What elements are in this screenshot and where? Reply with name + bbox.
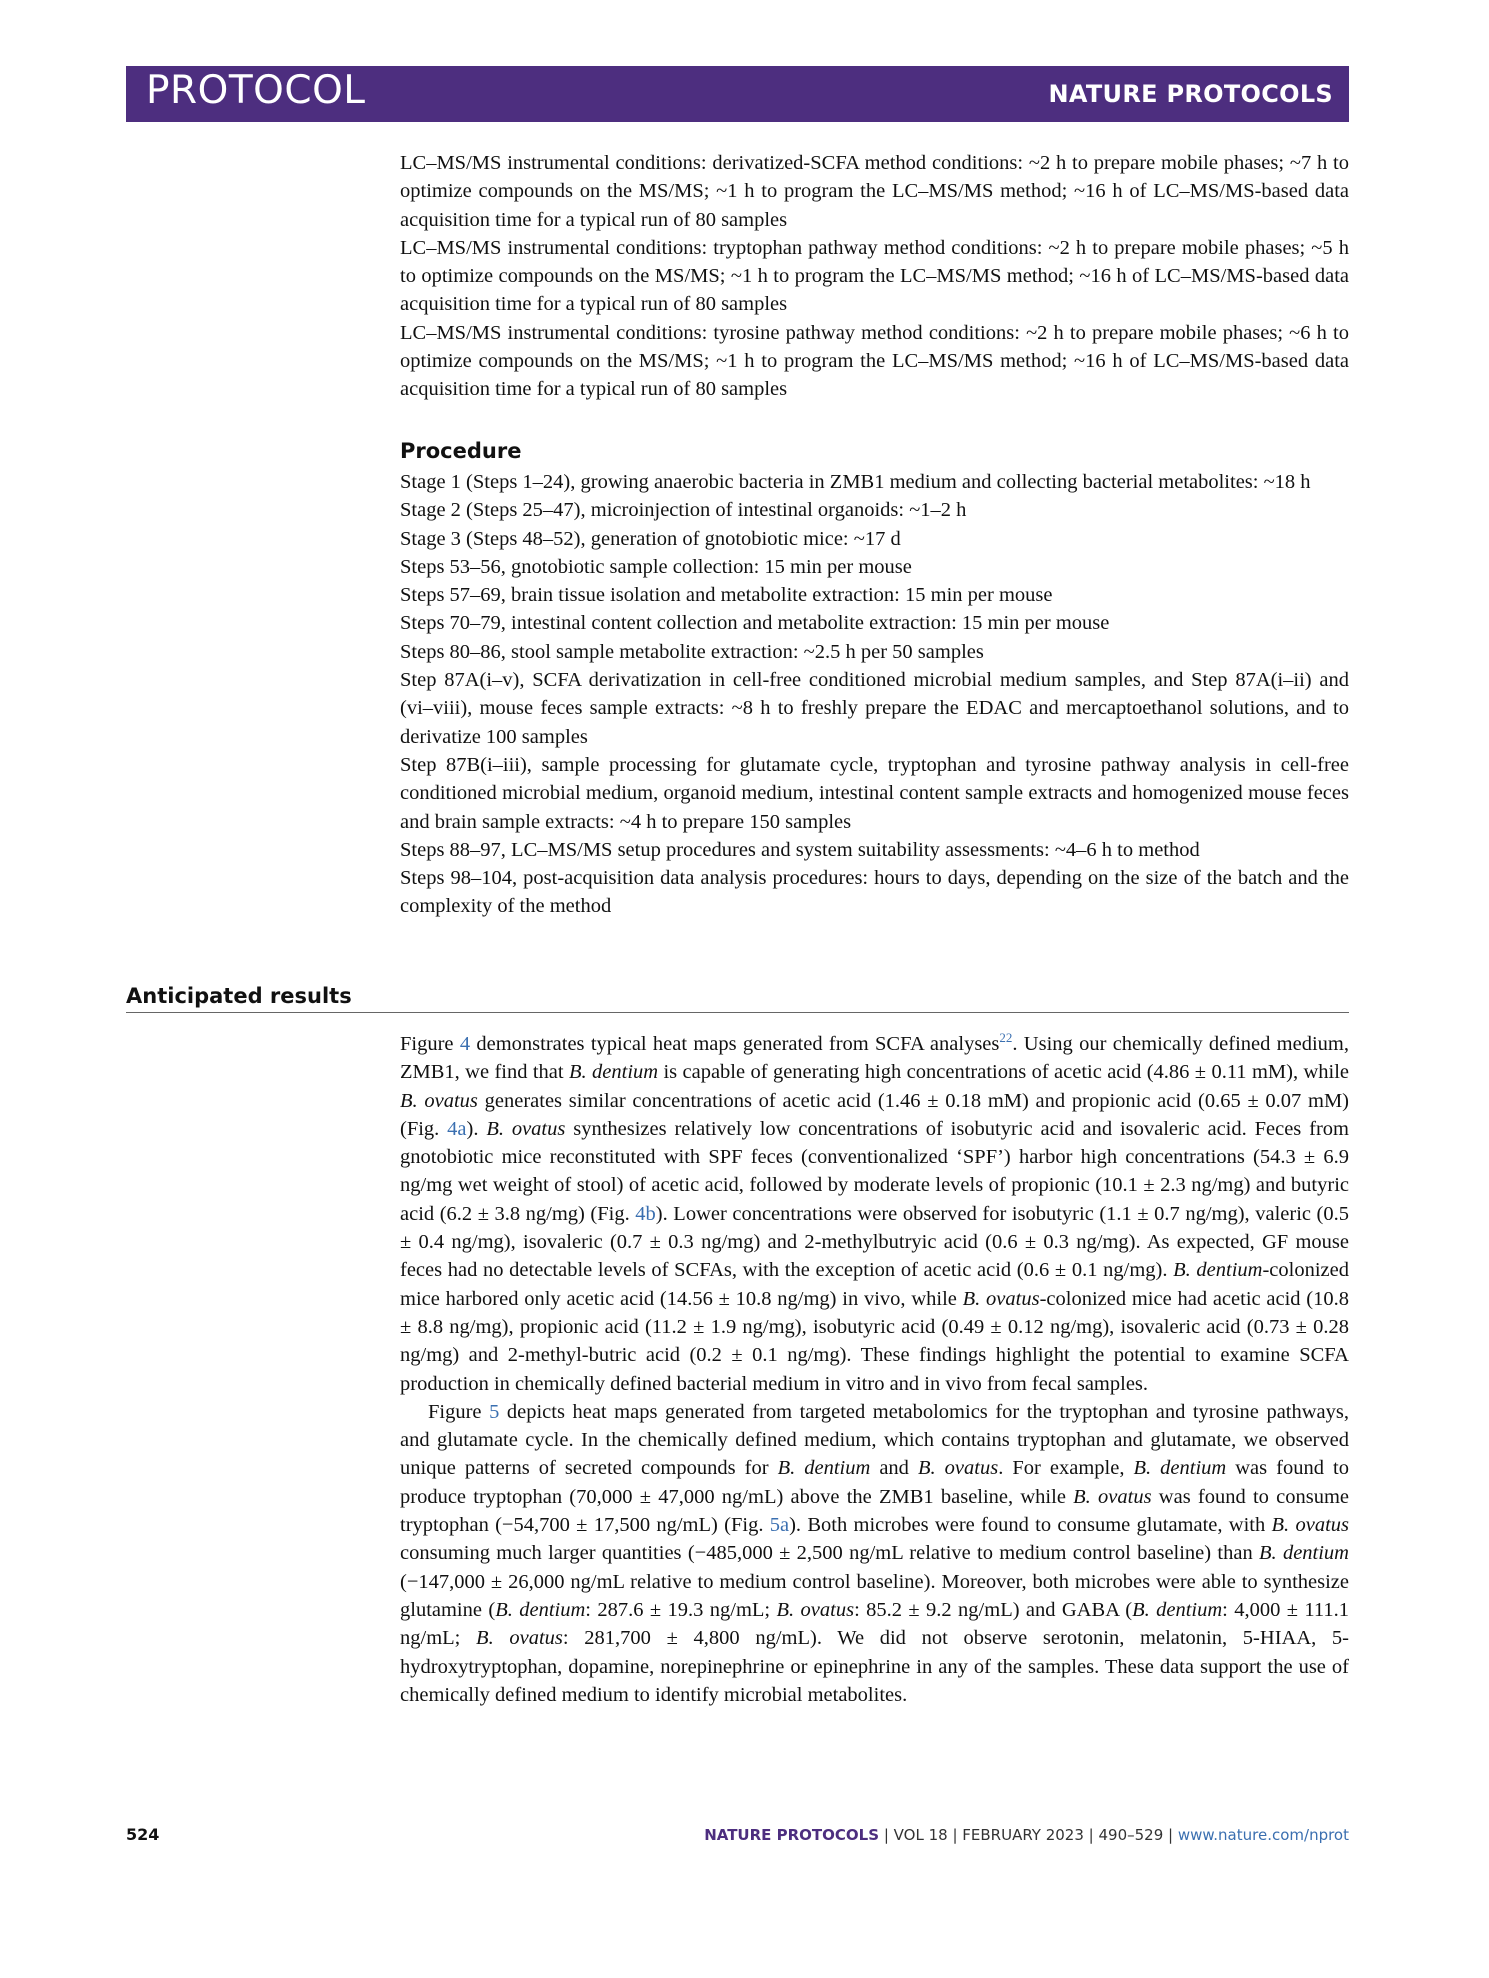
page-number: 524 <box>126 1825 160 1844</box>
footer-separator: | <box>1083 1826 1099 1844</box>
text-run: consuming much larger quantities (−485,000 ± 2,500 ng/mL relative to medium control baseline) than <box>400 1542 1259 1565</box>
timing-paragraph: LC–MS/MS instrumental conditions: tryptophan pathway method conditions: ~2 h to prepare mobile phases; ~5 h to optimize compounds on the MS/MS; ~1 h to program the LC–MS/MS method; ~16 h of LC–MS/MS-based data acquisition time for a typical run of 80 samples <box>400 236 1349 316</box>
reference-22-link[interactable]: 22 <box>999 1030 1013 1046</box>
footer-date: FEBRUARY 2023 <box>962 1826 1084 1844</box>
text-run: Figure <box>428 1400 490 1423</box>
species-name: B. dentium <box>1133 1457 1227 1480</box>
anticipated-results-heading: Anticipated results <box>126 984 352 1008</box>
section-label: PROTOCOL <box>146 68 366 113</box>
footer-pages: 490–529 <box>1098 1826 1164 1844</box>
text-run: generates similar concentrations of acetic acid (1.46 ± 0.18 mM) and propionic acid (0.65 ± 0.07 mM) (Fig. <box>400 1089 1350 1140</box>
figure-4-link[interactable]: 4 <box>459 1033 471 1055</box>
species-name: B. ovatus <box>917 1457 999 1480</box>
text-run: ). Both microbes were found to consume glutamate, with <box>789 1514 1272 1537</box>
species-name: B. ovatus <box>962 1287 1040 1310</box>
species-name: B. ovatus <box>476 1627 563 1650</box>
species-name: B. dentium <box>569 1061 659 1084</box>
timing-paragraph: LC–MS/MS instrumental conditions: tyrosine pathway method conditions: ~2 h to prepare mobile phases; ~6 h to optimize compounds on the MS/MS; ~1 h to program the LC–MS/MS method; ~16 h of LC–MS/MS-based data acquisition time for a typical run of 80 samples <box>400 321 1349 401</box>
text-run: : 4,000 ± 111.1 ng/mL; <box>400 1598 1349 1650</box>
species-name: B. ovatus <box>400 1089 478 1112</box>
species-name: B. dentium <box>1132 1598 1223 1621</box>
procedure-item: Stage 3 (Steps 48–52), generation of gnotobiotic mice: ~17 d <box>400 527 901 550</box>
figure-4b-link[interactable]: 4b <box>635 1202 656 1225</box>
procedure-item: Steps 70–79, intestinal content collection and metabolite extraction: 15 min per mouse <box>400 612 1110 635</box>
species-name: B. ovatus <box>486 1117 566 1140</box>
results-paragraph-1 <box>400 1030 1349 1398</box>
results-paragraph-2 <box>400 1398 1349 1709</box>
species-name: B. dentium <box>1173 1259 1263 1282</box>
procedure-item: Steps 57–69, brain tissue isolation and metabolite extraction: 15 min per mouse <box>400 584 1053 607</box>
text-run: Figure <box>400 1033 460 1055</box>
anticipated-results-body <box>400 1030 1349 1709</box>
text-run: and <box>870 1457 918 1480</box>
timing-block <box>400 149 1349 404</box>
procedure-item: Stage 2 (Steps 25–47), microinjection of intestinal organoids: ~1–2 h <box>400 499 967 522</box>
footer-journal: NATURE PROTOCOLS <box>704 1826 880 1844</box>
footer-separator: | <box>947 1826 963 1844</box>
text-run: demonstrates typical heat maps generated from SCFA analyses <box>470 1033 1000 1055</box>
footer-volume: VOL 18 <box>893 1826 948 1844</box>
journal-label: NATURE PROTOCOLS <box>1048 80 1333 108</box>
text-run: ). Lower concentrations were observed for isobutyric (1.1 ± 0.7 ng/mg), valeric (0.5 ± 0.4 ng/mg), isovaleric (0.7 ± 0.3 ng/mg) and 2-methylbutryic acid (0.6 ± 0.3 ng/mg). As expected, GF mouse feces had no detectable levels of SCFAs, with the exception of acetic acid (0.6 ± 0.1 ng/mg). <box>400 1202 1349 1282</box>
procedure-item: Stage 1 (Steps 1–24), growing anaerobic bacteria in ZMB1 medium and collecting bacterial metabolites: ~18 h <box>400 471 1311 493</box>
text-run: -colonized mice had acetic acid (10.8 ± 8.8 ng/mg), propionic acid (11.2 ± 1.9 ng/mg), isobutyric acid (0.49 ± 0.12 ng/mg), isovaleric acid (0.73 ± 0.28 ng/mg) and 2-methyl-butric acid (0.2 ± 0.1 ng/mg). These findings highlight the potential to examine SCFA production in chemically defined bacterial medium in vitro and in vivo from fecal samples. <box>400 1287 1349 1395</box>
header-banner <box>126 66 1349 122</box>
species-name: B. dentium <box>777 1457 871 1480</box>
procedure-list <box>400 468 1349 921</box>
procedure-item: Step 87B(i–iii), sample processing for glutamate cycle, tryptophan and tyrosine pathway analysis in cell-free conditioned microbial medium, organoid medium, intestinal content sample extracts and homogenized mouse feces and brain sample extracts: ~4 h to prepare 150 samples <box>400 753 1349 833</box>
procedure-item: Steps 88–97, LC–MS/MS setup procedures and system suitability assessments: ~4–6 h to method <box>400 838 1200 861</box>
text-run: synthesizes relatively low concentrations of isobutyric acid and isovaleric acid. Feces from gnotobiotic mice reconstituted with SPF feces (conventionalized ‘SPF’) harbor high concentrations (54.3 ± 6.9 ng/mg wet weight of stool) of acetic acid, followed by moderate levels of propionic (10.1 ± 2.3 ng/mg) and butyric acid (6.2 ± 3.8 ng/mg) (Fig. <box>400 1117 1349 1225</box>
species-name: B. dentium <box>1259 1542 1349 1565</box>
figure-5-link[interactable]: 5 <box>489 1400 500 1423</box>
text-run: was found to produce tryptophan (70,000 ± 47,000 ng/mL) above the ZMB1 baseline, while <box>400 1457 1349 1508</box>
species-name: B. ovatus <box>1073 1485 1152 1508</box>
figure-5a-link[interactable]: 5a <box>769 1514 790 1537</box>
text-run: : 287.6 ± 19.3 ng/mL; <box>585 1598 777 1621</box>
timing-paragraph: LC–MS/MS instrumental conditions: derivatized-SCFA method conditions: ~2 h to prepare mobile phases; ~7 h to optimize compounds on the MS/MS; ~1 h to program the LC–MS/MS method; ~16 h of LC–MS/MS-based data acquisition time for a typical run of 80 samples <box>400 152 1349 231</box>
text-run: ). <box>466 1117 487 1140</box>
procedure-heading: Procedure <box>400 439 522 463</box>
text-run: (−147,000 ± 26,000 ng/mL relative to medium control baseline). Moreover, both microbes were able to synthesize glutamine ( <box>400 1570 1349 1621</box>
footer-separator: | <box>879 1826 894 1844</box>
footer-citation <box>704 1826 1349 1844</box>
procedure-item: Steps 53–56, gnotobiotic sample collection: 15 min per mouse <box>400 555 912 578</box>
procedure-item: Steps 80–86, stool sample metabolite extraction: ~2.5 h per 50 samples <box>400 640 984 663</box>
text-run: : 85.2 ± 9.2 ng/mL) and GABA ( <box>854 1598 1133 1621</box>
species-name: B. dentium <box>495 1598 586 1621</box>
section-divider <box>126 1012 1349 1013</box>
species-name: B. ovatus <box>1271 1514 1349 1537</box>
footer-separator: | <box>1163 1826 1178 1844</box>
text-run: depicts heat maps generated from targeted metabolomics for the tryptophan and tyrosine pathways, and glutamate cycle. In the chemically defined medium, which contains tryptophan and glutamate, we observed unique patterns of secreted compounds for <box>400 1400 1349 1480</box>
text-run: : 281,700 ± 4,800 ng/mL). We did not observe serotonin, melatonin, 5-HIAA, 5-hydroxytryptophan, dopamine, norepinephrine or epinephrine in any of the samples. These data support the use of chemically defined medium to identify microbial metabolites. <box>400 1627 1350 1706</box>
figure-4a-link[interactable]: 4a <box>447 1117 467 1140</box>
procedure-item: Steps 98–104, post-acquisition data analysis procedures: hours to days, depending on the size of the batch and the complexity of the method <box>400 867 1349 918</box>
text-run: was found to consume tryptophan (−54,700 ± 17,500 ng/mL) (Fig. <box>400 1485 1349 1537</box>
journal-url-link[interactable]: www.nature.com/nprot <box>1177 1826 1349 1844</box>
text-run: . For example, <box>998 1457 1134 1480</box>
text-run: is capable of generating high concentrations of acetic acid (4.86 ± 0.11 mM), while <box>658 1061 1349 1084</box>
procedure-item: Step 87A(i–v), SCFA derivatization in cell-free conditioned microbial medium samples, and Step 87A(i–ii) and (vi–viii), mouse feces sample extracts: ~8 h to freshly prepare the EDAC and mercaptoethanol solutions, and to derivatize 100 samples <box>400 669 1349 748</box>
species-name: B. ovatus <box>776 1598 855 1621</box>
text-run: . Using our chemically defined medium, ZMB1, we find that <box>400 1033 1349 1084</box>
text-run: -colonized mice harbored only acetic acid (14.56 ± 10.8 ng/mg) in vivo, while <box>400 1259 1349 1310</box>
